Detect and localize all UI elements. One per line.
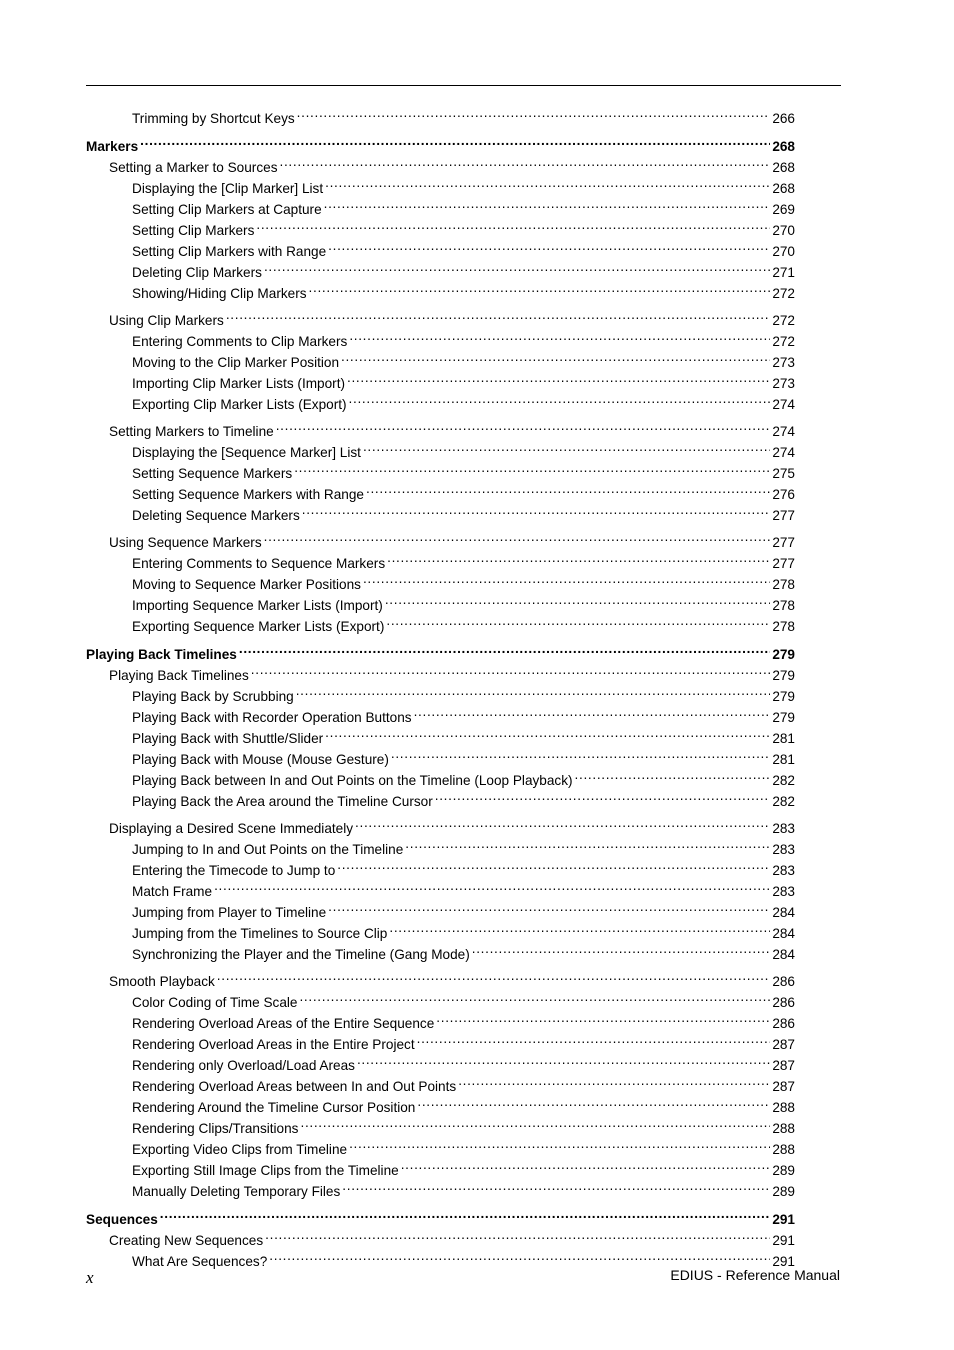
toc-entry-label: Markers xyxy=(86,139,139,154)
toc-dot-leader xyxy=(264,526,771,547)
toc-entry-page-number: 283 xyxy=(772,884,795,899)
toc-entry-page-number: 273 xyxy=(772,376,795,391)
toc-dot-leader xyxy=(347,367,770,388)
toc-entry-label: Displaying the [Sequence Marker] List xyxy=(132,445,361,460)
toc-entry-page-number: 278 xyxy=(772,598,795,613)
toc-entry-label: Jumping from the Timelines to Source Clip xyxy=(132,926,388,941)
toc-dot-leader xyxy=(328,235,770,256)
toc-dot-leader xyxy=(302,499,771,520)
toc-section-entry[interactable] xyxy=(86,526,795,550)
toc-entry-label: Manually Deleting Temporary Files xyxy=(132,1184,341,1199)
toc-entry-label: Smooth Playback xyxy=(109,974,215,989)
toc-entry-label: Displaying the [Clip Marker] List xyxy=(132,181,324,196)
toc-dot-leader xyxy=(575,764,771,785)
toc-entry-label: Entering the Timecode to Jump to xyxy=(132,863,336,878)
toc-entry-label: Displaying a Desired Scene Immediately xyxy=(109,821,354,836)
toc-entry-label: Playing Back the Area around the Timeline Cursor xyxy=(132,794,433,809)
toc-entry-label: Playing Back with Recorder Operation Buttons xyxy=(132,710,412,725)
toc-dot-leader xyxy=(385,589,770,610)
toc-entry-page-number: 279 xyxy=(772,689,795,704)
toc-dot-leader xyxy=(299,986,770,1007)
toc-dot-leader xyxy=(414,701,771,722)
toc-entry-page-number: 276 xyxy=(772,487,795,502)
toc-entry-page-number: 287 xyxy=(772,1037,795,1052)
toc-dot-leader xyxy=(300,1112,770,1133)
toc-entry-label: Setting Sequence Markers with Range xyxy=(132,487,364,502)
toc-dot-leader xyxy=(401,1154,771,1175)
toc-entry-page-number: 275 xyxy=(772,466,795,481)
toc-entry-page-number: 286 xyxy=(772,995,795,1010)
toc-section-entry[interactable] xyxy=(86,415,795,439)
toc-dot-leader xyxy=(140,130,770,151)
toc-entry-label: Exporting Clip Marker Lists (Export) xyxy=(132,397,347,412)
toc-entry-label: Entering Comments to Sequence Markers xyxy=(132,556,386,571)
toc-entry-page-number: 281 xyxy=(772,731,795,746)
toc-section-entry[interactable] xyxy=(86,812,795,836)
toc-entry-label: Showing/Hiding Clip Markers xyxy=(132,286,307,301)
toc-chapter-entry[interactable] xyxy=(86,1203,795,1227)
toc-dot-leader xyxy=(280,151,771,172)
toc-dot-leader xyxy=(458,1070,770,1091)
toc-entry-label: Exporting Video Clips from Timeline xyxy=(132,1142,348,1157)
toc-dot-leader xyxy=(256,214,770,235)
toc-dot-leader xyxy=(349,1133,770,1154)
toc-entry-label: Playing Back between In and Out Points on the Timeline (Loop Playback) xyxy=(132,773,573,788)
toc-entry-label: Setting Markers to Timeline xyxy=(109,424,274,439)
toc-entry-page-number: 284 xyxy=(772,905,795,920)
toc-entry-page-number: 269 xyxy=(772,202,795,217)
toc-entry-page-number: 286 xyxy=(772,1016,795,1031)
toc-entry-label: Rendering Clips/Transitions xyxy=(132,1121,299,1136)
toc-entry-page-number: 284 xyxy=(772,926,795,941)
toc-entry-page-number: 284 xyxy=(772,947,795,962)
toc-dot-leader xyxy=(405,833,770,854)
toc-dot-leader xyxy=(363,436,770,457)
toc-entry-page-number: 282 xyxy=(772,794,795,809)
toc-entry-label: Playing Back by Scrubbing xyxy=(132,689,294,704)
toc-entry-page-number: 278 xyxy=(772,577,795,592)
toc-entry-label: Playing Back Timelines xyxy=(109,668,249,683)
toc-dot-leader xyxy=(251,659,771,680)
toc-dot-leader xyxy=(435,785,771,806)
toc-entry-page-number: 283 xyxy=(772,863,795,878)
toc-entry-page-number: 283 xyxy=(772,821,795,836)
toc-dot-leader xyxy=(366,478,770,499)
toc-entry-page-number: 272 xyxy=(772,334,795,349)
toc-entry-page-number: 279 xyxy=(772,668,795,683)
toc-entry-label: Using Clip Markers xyxy=(109,313,224,328)
toc-dot-leader xyxy=(349,325,770,346)
toc-entry-page-number: 270 xyxy=(772,244,795,259)
toc-entry-label: Playing Back with Mouse (Mouse Gesture) xyxy=(132,752,389,767)
toc-entry-label: What Are Sequences? xyxy=(132,1254,268,1269)
toc-entry-page-number: 288 xyxy=(772,1100,795,1115)
toc-dot-leader xyxy=(417,1091,770,1112)
toc-section-entry[interactable] xyxy=(86,965,795,989)
toc-dot-leader xyxy=(309,277,771,298)
toc-entry-label: Rendering Around the Timeline Cursor Position xyxy=(132,1100,416,1115)
toc-dot-leader xyxy=(472,938,771,959)
toc-dot-leader xyxy=(389,917,770,938)
toc-dot-leader xyxy=(269,1245,770,1266)
toc-entry-label: Rendering Overload Areas in the Entire Project xyxy=(132,1037,415,1052)
toc-dot-leader xyxy=(325,722,770,743)
toc-entry-page-number: 273 xyxy=(772,355,795,370)
toc-dot-leader xyxy=(337,854,770,875)
toc-entry-label: Creating New Sequences xyxy=(109,1233,264,1248)
toc-entry-page-number: 272 xyxy=(772,286,795,301)
toc-dot-leader xyxy=(357,1049,770,1070)
toc-entry-page-number: 268 xyxy=(772,139,795,154)
toc-entry-page-number: 287 xyxy=(772,1079,795,1094)
toc-dot-leader xyxy=(417,1028,771,1049)
toc-entry-label: Setting a Marker to Sources xyxy=(109,160,278,175)
toc-entry-page-number: 274 xyxy=(772,397,795,412)
toc-dot-leader xyxy=(294,457,770,478)
toc-dot-leader xyxy=(226,304,770,325)
toc-entry-page-number: 287 xyxy=(772,1058,795,1073)
toc-dot-leader xyxy=(328,896,770,917)
toc-entry-page-number: 277 xyxy=(772,508,795,523)
toc-entry-label: Jumping from Player to Timeline xyxy=(132,905,327,920)
toc-entry-page-number: 270 xyxy=(772,223,795,238)
toc-entry-page-number: 291 xyxy=(772,1233,795,1248)
footer-page-number: x xyxy=(86,1268,94,1287)
toc-entry-page-number: 281 xyxy=(772,752,795,767)
toc-dot-leader xyxy=(296,680,771,701)
toc-entry-page-number: 283 xyxy=(772,842,795,857)
toc-entry-page-number: 277 xyxy=(772,535,795,550)
toc-entry-page-number: 268 xyxy=(772,160,795,175)
toc-entry-page-number: 289 xyxy=(772,1163,795,1178)
toc-section-entry[interactable] xyxy=(86,304,795,328)
header-rule xyxy=(86,85,841,86)
toc-entry-label: Match Frame xyxy=(132,884,213,899)
toc-entry-label: Deleting Sequence Markers xyxy=(132,508,300,523)
toc-dot-leader xyxy=(324,193,771,214)
toc-entry-page-number: 289 xyxy=(772,1184,795,1199)
toc-entry-page-number: 279 xyxy=(772,710,795,725)
toc-entry-page-number: 274 xyxy=(772,445,795,460)
toc-entry-label: Setting Clip Markers xyxy=(132,223,255,238)
toc-entry-label: Entering Comments to Clip Markers xyxy=(132,334,348,349)
toc-entry-page-number: 271 xyxy=(772,265,795,280)
toc-entry-page-number: 268 xyxy=(772,181,795,196)
table-of-contents xyxy=(86,102,795,1269)
toc-dot-leader xyxy=(297,102,771,123)
toc-dot-leader xyxy=(325,172,770,193)
toc-entry-label: Playing Back with Shuttle/Slider xyxy=(132,731,324,746)
toc-entry-label: Synchronizing the Player and the Timeline (Gang Mode) xyxy=(132,947,470,962)
toc-dot-leader xyxy=(387,547,770,568)
toc-dot-leader xyxy=(160,1203,771,1224)
toc-entry-label: Setting Sequence Markers xyxy=(132,466,293,481)
toc-entry-label: Setting Clip Markers at Capture xyxy=(132,202,322,217)
toc-dot-leader xyxy=(264,256,770,277)
toc-dot-leader xyxy=(239,638,770,659)
toc-entry-page-number: 286 xyxy=(772,974,795,989)
toc-subsection-entry[interactable] xyxy=(86,102,795,126)
toc-entry-label: Deleting Clip Markers xyxy=(132,265,262,280)
toc-dot-leader xyxy=(214,875,770,896)
toc-entry-page-number: 288 xyxy=(772,1142,795,1157)
toc-entry-label: Playing Back Timelines xyxy=(86,647,237,662)
toc-entry-page-number: 278 xyxy=(772,619,795,634)
toc-dot-leader xyxy=(355,812,770,833)
toc-entry-page-number: 279 xyxy=(772,647,795,662)
toc-dot-leader xyxy=(349,388,771,409)
toc-entry-label: Using Sequence Markers xyxy=(109,535,262,550)
toc-dot-leader xyxy=(391,743,770,764)
toc-entry-label: Rendering Overload Areas of the Entire Sequence xyxy=(132,1016,435,1031)
toc-entry-page-number: 291 xyxy=(772,1254,795,1269)
toc-entry-label: Moving to Sequence Marker Positions xyxy=(132,577,361,592)
toc-entry-label: Importing Clip Marker Lists (Import) xyxy=(132,376,346,391)
toc-dot-leader xyxy=(276,415,771,436)
toc-entry-label: Rendering only Overload/Load Areas xyxy=(132,1058,355,1073)
toc-section-entry[interactable] xyxy=(86,1224,795,1248)
toc-entry-page-number: 282 xyxy=(772,773,795,788)
toc-entry-page-number: 274 xyxy=(772,424,795,439)
toc-entry-label: Moving to the Clip Marker Position xyxy=(132,355,340,370)
toc-entry-page-number: 272 xyxy=(772,313,795,328)
toc-chapter-entry[interactable] xyxy=(86,130,795,154)
toc-entry-label: Importing Sequence Marker Lists (Import) xyxy=(132,598,383,613)
toc-entry-page-number: 288 xyxy=(772,1121,795,1136)
toc-dot-leader xyxy=(342,1175,770,1196)
toc-entry-label: Exporting Sequence Marker Lists (Export) xyxy=(132,619,385,634)
toc-entry-label: Jumping to In and Out Points on the Timeline xyxy=(132,842,404,857)
toc-dot-leader xyxy=(386,610,770,631)
toc-dot-leader xyxy=(265,1224,770,1245)
toc-entry-label: Sequences xyxy=(86,1212,158,1227)
toc-dot-leader xyxy=(436,1007,770,1028)
toc-dot-leader xyxy=(341,346,770,367)
toc-chapter-entry[interactable] xyxy=(86,638,795,662)
toc-entry-label: Exporting Still Image Clips from the Timeline xyxy=(132,1163,399,1178)
toc-entry-label: Trimming by Shortcut Keys xyxy=(132,111,295,126)
toc-entry-label: Rendering Overload Areas between In and Out Points xyxy=(132,1079,457,1094)
toc-dot-leader xyxy=(363,568,770,589)
footer-manual-title: EDIUS - Reference Manual xyxy=(670,1267,840,1283)
toc-entry-label: Setting Clip Markers with Range xyxy=(132,244,327,259)
toc-entry-page-number: 277 xyxy=(772,556,795,571)
toc-entry-page-number: 266 xyxy=(772,111,795,126)
toc-entry-label: Color Coding of Time Scale xyxy=(132,995,298,1010)
toc-section-entry[interactable] xyxy=(86,151,795,175)
toc-entry-page-number: 291 xyxy=(772,1212,795,1227)
toc-dot-leader xyxy=(217,965,771,986)
